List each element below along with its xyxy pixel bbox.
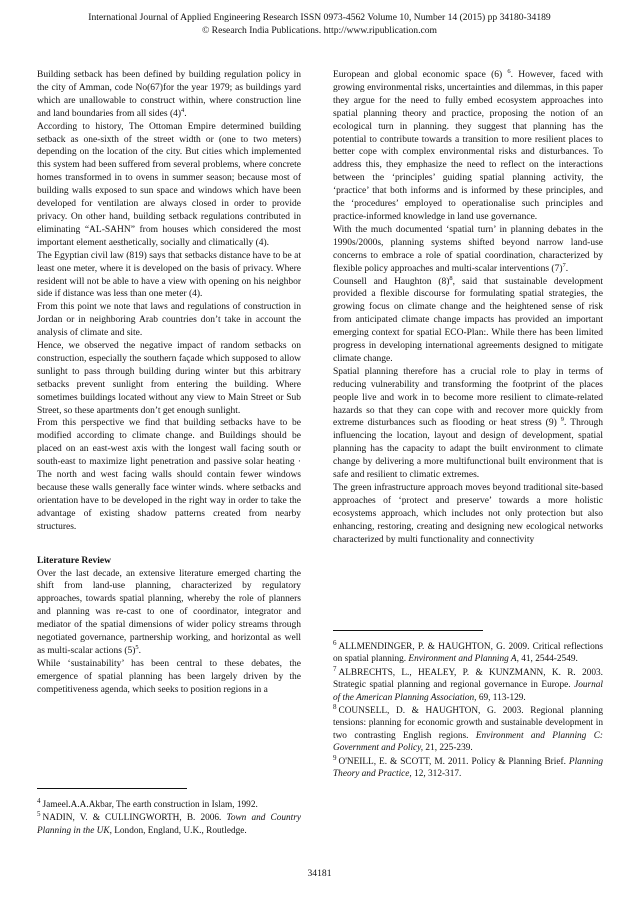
paragraph: From this point we note that laws and regulations of construction in Jordan or in neighboring Arab countries don’t take in account the analysis of climate and site. — [37, 302, 301, 339]
paragraph: Over the last decade, an extensive literature emerged charting the shift from land-use planning, characterized by regulatory approaches, towards spatial planning, whereby the role of planners and planning was re-cast to one of coordinator, integrator and mediator of the spatial dimensions of wider policy streams through negotiated governance, partnership working, and horizontal as well as multi-scalar actions $(5)^5$. — [37, 568, 301, 656]
footnote: $^6$ ALLMENDINGER, P. & HAUGHTON, G. 2009. Critical reflections on spatial planning. Environment and Planning A, 41, 2544-2549. — [333, 638, 603, 665]
journal-header — [0, 11, 639, 37]
journal-header-line2: © Research India Publications. http://www.ripublication.com — [201, 25, 437, 36]
footnote-rule — [37, 788, 187, 789]
left-column — [37, 69, 301, 697]
paragraph: With the much documented ‘spatial turn’ in planning debates in the 1990s/2000s, planning systems shifted beyond narrow land-use concerns to embrace a role of spatial coordination, characterized by flexible policy approaches and multi-scalar interventions $(7)^7$. — [333, 224, 603, 274]
footnotes-left — [37, 788, 301, 838]
section-title: Literature Review — [37, 555, 111, 566]
paragraph: While ‘sustainability’ has been central to these debates, the emergence of spatial planning has been largely driven by the competitiveness agenda, which seeks to position regions in a — [37, 658, 301, 695]
footnote: $^5$ NADIN, V. & CULLINGWORTH, B. 2006. Town and Country Planning in the UK, London, England, U.K., Routledge. — [37, 810, 301, 836]
footnotes-right — [333, 630, 603, 781]
paragraph: European and global economic space (6) $^6$. However, faced with growing environmental risks, uncertainties and dilemmas, in this paper they argue for the need to fully embed ecosystem approaches into spatial planning theory and practice, proposing the notion of an ecological turn in planning. they suggest that planning has the potential to contribute towards a transition to more resilient places to better cope with complex environmental risks and disturbances. To address this, they emphasize the need to reflect on the interactions between the ‘principles’ guiding spatial planning activity, the ‘practice’ that both informs and is informed by these principles, and the ‘procedures’ employed to operationalise such principles and practice-informed knowledge in land use governance. — [333, 67, 604, 222]
footnote: $^4$ Jameel.A.A.Akbar, The earth construction in Islam, 1992. — [37, 796, 258, 810]
paragraph: The Egyptian civil law (819) says that setbacks distance have to be at least one meter, where it is developed on the basis of privacy. Where resident will not be able to have a view with opening on his neighbor side if distance was less than one meter (4). — [37, 250, 301, 300]
right-column — [333, 69, 603, 547]
page-number: 34181 — [307, 868, 332, 879]
paragraph: From this perspective we find that building setbacks have to be modified according to climate change. and Buildings should be placed on an east-west axis with the longest wall facing south or south-east to maximize light penetration and passive solar heating · The north and west facing walls should contain fewer windows because these walls generally face winter winds. where setbacks and orientation have to be developed in the right way in order to take the advantage of existing shadow patterns created from nearby structures. — [37, 418, 301, 532]
footnote: $^7$ ALBRECHTS, L., HEALEY, P. & KUNZMANN, K. R. 2003. Strategic spatial planning and regional governance in Europe. Journal of the American Planning Association, 69, 113-129. — [333, 664, 603, 703]
paragraph: Building setback has been defined by building regulation policy in the city of Amman, code No(67)for the year 1979; as buildings yard which are unallowable to construct within, where construction line and land boundaries from all sides $(4)^4$. — [37, 70, 301, 119]
footnote: $^9$ O'NEILL, E. & SCOTT, M. 2011. Policy & Planning Brief. Planning Theory and Practice, 12, 312-317. — [333, 753, 603, 780]
paragraph: Spatial planning therefore has a crucial role to play in terms of reducing vulnerability and transforming the footprint of the places people live and work in to become more resilient to climate-related hazards so that they can cope with and recover more quickly from extreme disturbances such as flooding or heat stress (9) $^9$. Through influencing the location, layout and design of development, spatial planning has the capacity to adapt the built environment to climate change by delivering a more multifunctional built environment that is safe and resilient to climatic extremes. — [333, 366, 603, 481]
paragraph: Counsell and Haughton $(8)^8$, said that sustainable development provided a flexible discourse for formulating spatial strategies, the growing focus on climate change and the heightened sense of risk from anticipated climate change impacts has provided an important emerging context for spatial ECO-Plan:. While there has been limited progress in developing international agreements designed to mitigate climate change. — [333, 274, 604, 364]
journal-header-line1: International Journal of Applied Engineering Research ISSN 0973-4562 Volume 10, Number 14 (2015) pp 34180-34189 — [88, 12, 551, 23]
paragraph: Hence, we observed the negative impact of random setbacks on construction, especially the southern façade which supposed to allow sunlight to pass through building during winter but this arbitrary setbacks prevent sunlight from entering the building. Where sometimes buildings located without any view to Main Street or Sub Street, so these apartments don’t get enough sunlight. — [37, 341, 301, 416]
paragraph: According to history, The Ottoman Empire determined building setback as one-sixth of the street width or (one to two meters) depending on the location of the city. But cities which implemented this system had been suffered from several problems, where concrete homes transformed in to ovens in summer season; because most of building walls exposed to sun space and windows which have been developed for ventilation are always closed in order to provide privacy. On other hand, building setback regulations contributed in eliminating “AL-SAHN” from houses which considered the most important element aesthetically, socially and climatically (4). — [37, 121, 301, 248]
footnote-rule — [333, 630, 483, 631]
footnote: $^8$ COUNSELL, D. & HAUGHTON, G. 2003. Regional planning tensions: planning for economic growth and sustainable development in two contrasting English regions. Environment and Planning C: Government and Policy, 21, 225-239. — [333, 702, 603, 754]
paragraph: The green infrastructure approach moves beyond traditional site-based approaches of ‘protect and preserve’ towards a more holistic ecosystems approach, which includes not only protection but also enhancing, restoring, creating and designing new ecological networks characterized by multi functionality and connectivity — [333, 483, 603, 545]
